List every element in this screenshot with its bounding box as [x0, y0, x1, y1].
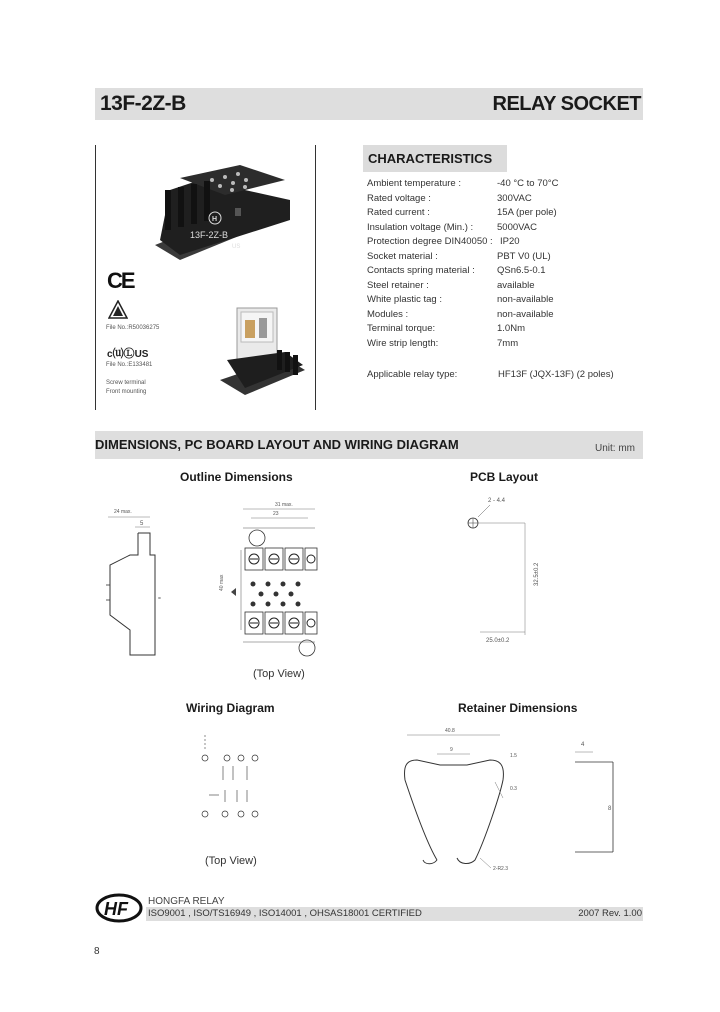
tuv-mark-icon — [108, 300, 128, 320]
wiring-title: Wiring Diagram — [186, 701, 275, 715]
outline-side-view — [100, 505, 175, 660]
model-title: 13F-2Z-B — [100, 92, 186, 115]
svg-text:2-R2.3: 2-R2.3 — [493, 866, 509, 872]
revision: 2007 Rev. 1.00 — [578, 908, 642, 919]
characteristics-table — [367, 177, 647, 351]
svg-text:=: = — [158, 596, 161, 602]
panel-right-border — [315, 145, 316, 410]
dimensions-heading: DIMENSIONS, PC BOARD LAYOUT AND WIRING DIAGRAM — [95, 437, 459, 452]
svg-text:9: 9 — [450, 747, 453, 753]
socket-photo — [140, 160, 300, 265]
cert-file-2: File No.:E133481 — [106, 362, 153, 368]
pcb-layout-drawing — [460, 490, 540, 645]
outline-caption: (Top View) — [253, 668, 305, 680]
outline-top-view — [213, 500, 323, 660]
spec-row: Wire strip length: 7mm — [367, 337, 519, 349]
svg-text:31 max.: 31 max. — [275, 502, 293, 508]
characteristics-heading: CHARACTERISTICS — [363, 145, 507, 172]
svg-text:4: 4 — [581, 742, 585, 748]
spec-row: White plastic tag : non-available — [367, 294, 554, 305]
spec-row: Modules : non-available — [367, 308, 554, 320]
svg-text:HF: HF — [104, 899, 128, 919]
socket-ul-mark: US — [232, 244, 241, 250]
outline-title: Outline Dimensions — [180, 470, 293, 484]
svg-text:2 - 4.4: 2 - 4.4 — [488, 498, 506, 504]
spec-row: Contacts spring material : QSn6.5-0.1 — [367, 265, 546, 276]
spec-row: Socket material : PBT V0 (UL) — [367, 250, 551, 262]
svg-text:H: H — [212, 216, 218, 223]
svg-text:5: 5 — [140, 521, 144, 527]
spec-row: Insulation voltage (Min.) : 5000VAC — [367, 221, 537, 233]
applicable-relay: Applicable relay type: HF13F (JQX-13F) (2 poles) — [367, 369, 614, 380]
wiring-diagram — [195, 730, 275, 825]
pcb-title: PCB Layout — [470, 470, 539, 484]
socket-label: 13F-2Z-B — [190, 230, 229, 240]
spec-row: Protection degree DIN40050 : IP20 — [367, 236, 520, 247]
svg-text:40.8: 40.8 — [445, 728, 455, 734]
spec-row: Ambient temperature : -40 °C to 70°C — [367, 178, 559, 189]
cul-mark: c⒰ⓁUS — [107, 348, 149, 360]
svg-text:0.3: 0.3 — [510, 786, 517, 792]
product-title: RELAY SOCKET — [492, 93, 641, 115]
terminal-row-top — [245, 548, 317, 570]
ce-mark: CE — [107, 268, 134, 293]
svg-text:23: 23 — [273, 511, 279, 517]
page-number: 8 — [94, 946, 100, 957]
unit-label: Unit: mm — [595, 443, 635, 454]
retainer-drawing — [395, 720, 635, 880]
svg-text:8: 8 — [608, 806, 612, 812]
cert-file-1: File No.:R50036275 — [106, 325, 160, 331]
spec-row: Terminal torque: 1.0Nm — [367, 323, 525, 334]
svg-text:1.5: 1.5 — [510, 753, 517, 759]
retainer-title: Retainer Dimensions — [458, 701, 578, 715]
certifications: ISO9001 , ISO/TS16949 , ISO14001 , OHSAS18001 CERTIFIED — [148, 908, 422, 919]
hongfa-logo-icon — [94, 893, 144, 923]
wiring-caption: (Top View) — [205, 855, 257, 867]
spec-row: Rated voltage : 300VAC — [367, 192, 532, 204]
spec-row: Steel retainer : available — [367, 279, 535, 291]
mount-note-1: Screw terminal — [106, 380, 146, 386]
svg-text:32.5±0.2: 32.5±0.2 — [534, 562, 540, 586]
terminal-row-bottom — [245, 612, 317, 634]
spec-row: Rated current : 15A (per pole) — [367, 207, 557, 218]
svg-text:24 max.: 24 max. — [114, 509, 132, 515]
mount-note-2: Front mounting — [106, 389, 147, 395]
svg-text:40 max: 40 max — [219, 574, 225, 591]
ul-us-text: US — [134, 349, 149, 360]
relay-with-socket-photo — [215, 300, 310, 400]
company-name: HONGFA RELAY — [148, 896, 225, 907]
panel-left-border — [95, 145, 96, 410]
svg-text:25.0±0.2: 25.0±0.2 — [486, 638, 510, 644]
